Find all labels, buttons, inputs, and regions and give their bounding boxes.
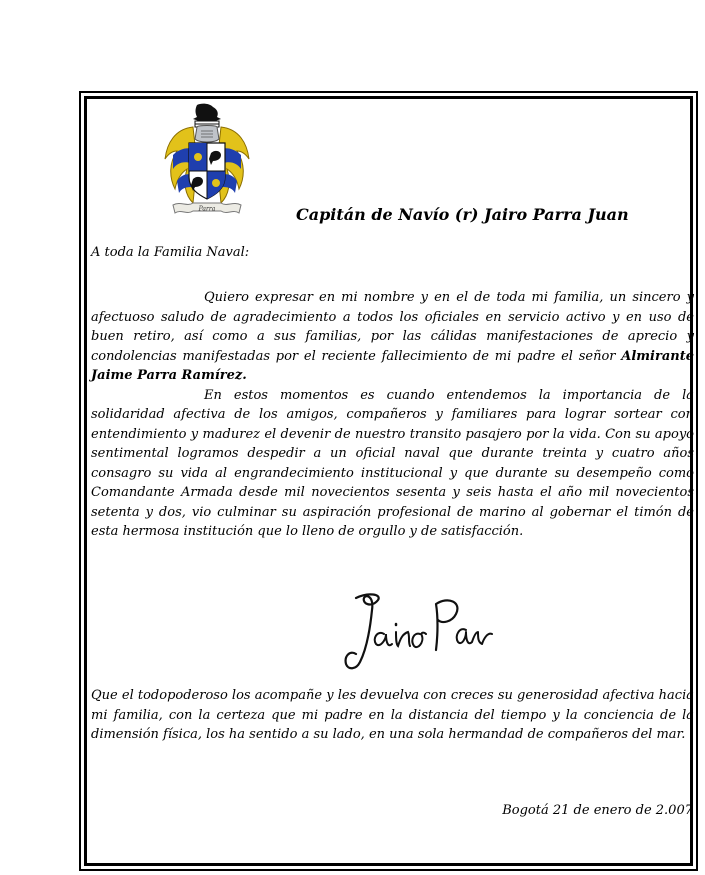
paragraph-2: En estos momentos es cuando entendemos la importancia de la solidaridad afectiva de los amigos, compañeros y familiares para lograr sortear con entendimiento y madurez el devenir de nuestro transito pasajero por la vida. Con su apoyo sentimental logramos despedir a un oficial naval que durante treinta y cuatro años consagro su vida al engrandecimiento institucional y que durante su desempeño como Comandante Armada desde mil novecientos sesenta y seis hasta el año mil novecientos setenta y dos, vio culminar su aspiración profesional de marino al gobernar el timón de esta hermosa institución que lo lleno de orgullo y de satisfacción.: [91, 387, 694, 539]
paragraph-1: [91, 288, 694, 386]
date-line: Bogotá 21 de enero de 2.007: [502, 803, 693, 818]
paragraph-1-text: Quiero expresar en mi nombre y en el de toda mi familia, un sincero y afectuoso saludo de agradecimiento a todos los oficiales en servicio activo y en uso de buen retiro, así como a sus familias, por las cálidas manifestaciones de aprecio y condolencias manifestadas por el reciente fallecimiento de mi padre el señor: [91, 290, 694, 364]
salutation: A toda la Familia Naval:: [91, 245, 250, 260]
closing-paragraph: [91, 686, 694, 745]
sender-title: Capitán de Navío (r) Jairo Parra Juan: [296, 205, 629, 224]
crest-motto: Parra: [198, 205, 216, 213]
coat-of-arms: [163, 103, 251, 218]
letter-body: [91, 288, 694, 542]
closing-text: Que el todopoderoso los acompañe y les devuelva con creces su generosidad afectiva hacia mi familia, con la certeza que mi padre en la distancia del tiempo y la conciencia de la dimensión física, los ha sentido a su lado, en una sola hermandad de compañeros del mar.: [91, 688, 694, 742]
admiral-name: Almirante Jaime Parra Ramírez.: [91, 348, 694, 383]
handwritten-signature: [338, 590, 498, 672]
